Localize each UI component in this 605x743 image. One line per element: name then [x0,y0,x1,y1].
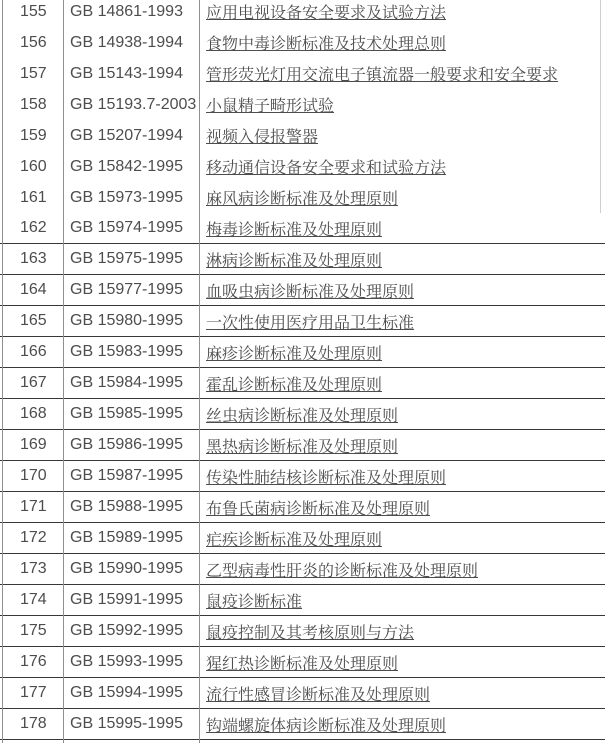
standard-code: GB 15977-1995 [70,281,183,298]
standard-title-cell [199,558,605,581]
standard-code: GB 15975-1995 [70,250,183,267]
standard-code: GB 15990-1995 [70,560,183,577]
standard-title-link[interactable]: 霍乱诊断标准及处理原则 [206,376,383,394]
standard-title-link[interactable]: 传染性肺结核诊断标准及处理原则 [206,469,447,487]
standard-title-link[interactable]: 管形荧光灯用交流电子镇流器一般要求和安全要求 [206,67,559,84]
standard-code: GB 15991-1995 [70,591,183,608]
standard-title-cell [199,155,605,178]
right-edge-scrollbar-line [600,0,601,213]
row-number: 158 [20,95,47,113]
standard-code: GB 15989-1995 [70,529,183,546]
table-left-border-line [2,0,3,743]
row-number: 173 [20,560,47,577]
row-number: 157 [20,64,47,82]
row-number: 156 [20,33,47,51]
table-row [0,492,605,523]
row-number: 160 [20,157,47,175]
standard-code: GB 15992-1995 [70,622,183,639]
table-row [0,399,605,430]
standard-code: GB 15995-1995 [70,715,183,732]
standard-title-link[interactable]: 黑热病诊断标准及处理原则 [206,438,399,456]
standard-title-link[interactable]: 麻疹诊断标准及处理原则 [206,345,383,363]
row-number: 178 [20,715,47,732]
row-number: 159 [20,126,47,144]
table-row [0,151,605,182]
row-number: 164 [20,281,47,298]
row-number: 155 [20,2,47,20]
table-row [0,244,605,275]
standard-title-link[interactable]: 钩端螺旋体病诊断标准及处理原则 [206,717,447,735]
table-row [0,554,605,585]
standard-code: GB 15994-1995 [70,684,183,701]
standard-title-cell [199,310,605,333]
row-number: 166 [20,343,47,360]
table-row [0,585,605,616]
standard-code: GB 15987-1995 [70,467,183,484]
standard-code: GB 15193.7-2003 [70,95,197,113]
standard-code: GB 15974-1995 [70,219,183,236]
standard-title-cell [199,186,605,209]
standard-code: GB 15973-1995 [70,188,183,206]
table-row [0,306,605,337]
table-row [0,27,605,58]
row-number: 162 [20,219,47,236]
standard-title-cell [199,589,605,612]
standard-code: GB 15993-1995 [70,653,183,670]
standard-code: GB 15842-1995 [70,157,183,175]
standard-code: GB 15984-1995 [70,374,183,391]
row-number: 168 [20,405,47,422]
standard-title-link[interactable]: 一次性使用医疗用品卫生标准 [206,314,415,332]
table-row [0,337,605,368]
table-row [0,678,605,709]
standard-title-cell [199,434,605,457]
standard-title-link[interactable]: 鼠疫诊断标准 [206,593,303,611]
row-number: 171 [20,498,47,515]
standard-code: GB 14861-1993 [70,2,183,20]
column-separator-line-2 [199,0,200,743]
standard-title-link[interactable]: 麻风病诊断标准及处理原则 [206,191,399,208]
standard-title-link[interactable]: 猩红热诊断标准及处理原则 [206,655,399,673]
table-row [0,616,605,647]
standard-code: GB 15207-1994 [70,126,183,144]
standard-title-cell [199,62,605,85]
row-number: 170 [20,467,47,484]
row-number: 176 [20,653,47,670]
standard-code: GB 14938-1994 [70,33,183,51]
standard-title-cell [199,0,605,23]
standard-code: GB 15988-1995 [70,498,183,515]
row-number: 167 [20,374,47,391]
standard-title-link[interactable]: 鼠疫控制及其考核原则与方法 [206,624,415,642]
table-row [0,523,605,554]
standard-title-cell [199,465,605,488]
standard-title-cell [199,341,605,364]
table-row [0,368,605,399]
row-number: 161 [20,188,47,206]
standard-title-link[interactable]: 移动通信设备安全要求和试验方法 [206,160,447,177]
table-row [0,120,605,151]
table-row [0,58,605,89]
standard-title-cell [199,248,605,271]
table-row [0,275,605,306]
standard-title-link[interactable]: 疟疾诊断标准及处理原则 [206,531,383,549]
standard-title-link[interactable]: 布鲁氏菌病诊断标准及处理原则 [206,500,431,518]
standard-title-cell [199,651,605,674]
column-separator-line-1 [63,0,64,743]
table-row [0,0,605,27]
standard-title-cell [199,31,605,54]
standard-title-cell [199,124,605,147]
table-row [0,647,605,678]
row-number: 169 [20,436,47,453]
standard-title-link[interactable]: 梅毒诊断标准及处理原则 [206,221,383,239]
row-number: 165 [20,312,47,329]
table-row [0,461,605,492]
standard-title-cell [199,93,605,116]
row-number: 174 [20,591,47,608]
standard-title-link[interactable]: 食物中毒诊断标准及技术处理总则 [206,36,447,53]
row-number: 172 [20,529,47,546]
standard-title-link[interactable]: 丝虫病诊断标准及处理原则 [206,407,399,425]
standard-title-cell [199,682,605,705]
standard-title-link[interactable]: 乙型病毒性肝炎的诊断标准及处理原则 [206,562,479,580]
standard-title-link[interactable]: 淋病诊断标准及处理原则 [206,252,383,270]
standard-title-cell [199,279,605,302]
standard-title-cell [199,217,605,240]
standard-title-link[interactable]: 应用电视设备安全要求及试验方法 [206,5,447,22]
row-number: 177 [20,684,47,701]
standard-title-link[interactable]: 小鼠精子畸形试验 [206,98,335,115]
standard-title-cell [199,372,605,395]
standard-title-cell [199,713,605,736]
standard-title-link[interactable]: 血吸虫病诊断标准及处理原则 [206,283,415,301]
table-row [0,213,605,244]
standard-title-cell [199,527,605,550]
standard-code: GB 15986-1995 [70,436,183,453]
standard-code: GB 15985-1995 [70,405,183,422]
standard-title-cell [199,496,605,519]
table-row [0,430,605,461]
table-row [0,182,605,213]
row-number: 163 [20,250,47,267]
standard-code: GB 15980-1995 [70,312,183,329]
table-row [0,89,605,120]
standard-code: GB 15983-1995 [70,343,183,360]
standard-title-cell [199,620,605,643]
standard-code: GB 15143-1994 [70,64,183,82]
standard-title-link[interactable]: 视频入侵报警器 [206,129,319,146]
table-row [0,709,605,740]
standard-title-cell [199,403,605,426]
row-number: 175 [20,622,47,639]
standard-title-link[interactable]: 流行性感冒诊断标准及处理原则 [206,686,431,704]
